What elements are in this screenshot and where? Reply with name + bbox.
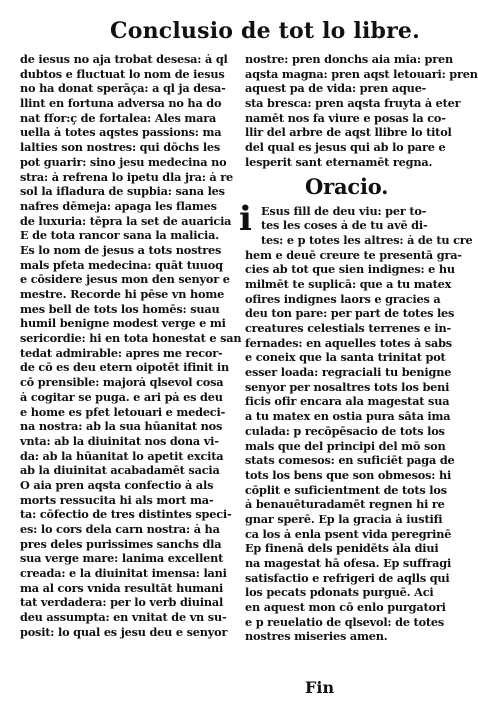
page-title: Conclusio de tot lo libre. (110, 18, 420, 44)
text-line: creatures celestials terrenes e in- (245, 321, 452, 335)
text-line: senyor per nosaltres tots los beni (245, 379, 450, 394)
text-line: a tu matex en ostia pura sāta ima (245, 409, 451, 424)
text-line: tes les coses ȧ de tu avē di- (261, 218, 428, 233)
text-line: stra: ȧ refrena lo ipetu dla jra: ȧ re (20, 169, 234, 184)
text-line: deu assumpta: en vnitat de vn su- (20, 610, 227, 625)
text-line: uella ȧ totes aqstes passions: ma (20, 125, 222, 140)
text-line: gnar sperē. Ep la gracia ȧ iustifi (245, 511, 443, 526)
text-line: mals que del principi del mō son (245, 438, 446, 453)
text-line: dubtos e fluctuat lo nom de iesus (20, 66, 225, 81)
text-line: llint en fortuna adversa no ha do (20, 96, 222, 111)
text-line: fernades: en aquelles totes ȧ sabs (245, 335, 452, 350)
text-line: aquest pa de vida: pren aque- (245, 81, 427, 96)
text-line: aqsta magna: pren aqst letouari: pren (245, 66, 478, 81)
text-line: cōplit e suficientment de tots los (245, 482, 447, 497)
right-column-top-text (245, 52, 478, 170)
text-line: es: lo cors dela carn nostra: ȧ ha (20, 522, 220, 536)
text-line: vnta: ab la diuinitat nos dona vi- (20, 433, 219, 448)
text-line: stats comesos: en suficiēt paga de (245, 453, 455, 468)
text-line: nostre: pren donchs aia mia: pren (245, 52, 453, 66)
text-line: en aquest mon cō enlo purgatori (245, 600, 446, 615)
text-line: hem e deuē creure te presentā gra- (245, 247, 462, 262)
text-line: creada: e la diuinitat imensa: lani (20, 566, 227, 581)
text-line: mes bell de tots los homēs: suau (20, 301, 220, 316)
text-line: ficis ofir encara ala magestat sua (245, 394, 450, 409)
text-line: sol la ifladura de supbia: sana les (20, 184, 225, 199)
text-line: e coneix que la santa trinitat pot (245, 350, 446, 365)
text-line: lalties son nostres: qui dōchs les (20, 140, 221, 155)
text-line: ofires indignes laors e gracies a (245, 291, 441, 306)
text-line: O aia pren aqsta confectio ȧ als (20, 477, 214, 492)
text-line: Es lo nom de jesus a tots nostres (20, 242, 222, 257)
text-line: ȧ benauēturadamēt regnen hi re (245, 497, 445, 512)
text-line: E de tota rancor sana la malicia. (20, 228, 219, 243)
text-line: Esus fill de deu viu: per to- (261, 203, 427, 218)
text-line: humil benigne modest verge e mi (20, 316, 226, 331)
text-line: tes: e p totes les altres: ȧ de tu cre (261, 232, 473, 247)
text-line: ca los ȧ enla psent vida peregrinē (245, 526, 452, 541)
text-line: tots los bens que son obmesos: hi (245, 467, 452, 482)
text-line: tat verdadera: per lo verb diuinal (20, 595, 224, 610)
oracio-heading: Oracio. (305, 173, 389, 199)
text-line: culada: p recōpēsacio de tots los (245, 423, 445, 438)
right-column (239, 52, 478, 644)
text-line: nat ffor:ç de fortalea: Ales mara (20, 110, 217, 125)
text-line: ȧ cogitar se puga. e ari pȧ es deu (20, 389, 223, 404)
text-line: da: ab la hūanitat lo apetit excita (20, 448, 224, 463)
text-line: na nostra: ab la sua hūanitat nos (20, 419, 223, 434)
text-line: milmēt te suplicā: que a tu matex (245, 276, 452, 291)
text-line: mals pfeta medecina: quāt tuuoq (20, 257, 223, 272)
text-line: ab la diuinitat acabadamēt sacia (20, 463, 220, 478)
text-line: nafres dēmeja: apaga les flames (20, 198, 217, 213)
text-line: de iesus no aja trobat desesa: ȧ ql (20, 52, 228, 66)
text-line: cies ab tot que sien indignes: e hu (245, 262, 455, 277)
text-line: ma al cors vnida resultāt humani (20, 580, 224, 595)
text-line: de luxuria: tēpra la set de auaricia (20, 213, 232, 228)
text-line: llir del arbre de aqst llibre lo titol (245, 125, 452, 140)
text-line: pot guarir: sino jesu medecina no (20, 154, 227, 169)
text-line: na magestat hā ofesa. Ep suffragi (245, 556, 452, 570)
text-line: posit: lo qual es jesu deu e senyor (20, 624, 228, 639)
text-line: satisfactio e refrigeri de aqlls qui (245, 570, 450, 585)
text-line: e p reuelatio de qlsevol: de totes (245, 614, 445, 629)
text-line: tedat admirable: apres me recor- (20, 345, 223, 360)
fin-label: Fin (305, 678, 335, 697)
text-line: lesperit sant eternamēt regna. (245, 154, 433, 169)
right-column-prayer-text (239, 198, 473, 645)
text-line: esser loada: regraciali tu benigne (245, 365, 452, 380)
text-line: cō prensible: majorȧ qlsevol cosa (20, 375, 224, 390)
text-line: sericordie: hi en tota honestat e san (20, 331, 242, 346)
text-line: sta bresca: pren aqsta fruyta ȧ eter (245, 96, 461, 111)
text-line: los pecats pdonats purguē. Aci (245, 585, 434, 600)
text-line: deu ton pare: per part de totes les (245, 306, 455, 321)
text-line: nostres miseries amen. (245, 629, 388, 644)
text-line: e cōsidere jesus mon den senyor e (20, 272, 230, 287)
text-line: e home es pfet letouari e medeci- (20, 404, 226, 419)
text-line: ta: cōfectio de tres distintes speci- (20, 507, 232, 522)
text-line: de cō es deu etern oipotēt ifinit in (20, 360, 229, 375)
initial-letter-i: i (239, 198, 252, 239)
text-line: no ha donat sperāça: a ql ja desa- (20, 81, 226, 96)
text-line: pres deles purissimes sanchs dla (20, 536, 222, 551)
text-line: namēt nos fa viure e posas la co- (245, 110, 446, 125)
text-line: del qual es jesus qui ab lo pare e (245, 140, 446, 155)
text-line: sua verge mare: lanima excellent (20, 551, 224, 566)
left-column (20, 52, 242, 640)
text-line: mestre. Recorde hi pēse vn home (20, 287, 225, 301)
text-line: morts ressucita hi als mort ma- (20, 492, 214, 507)
text-line: Ep finenā dels penidēts ȧla diui (245, 541, 439, 556)
